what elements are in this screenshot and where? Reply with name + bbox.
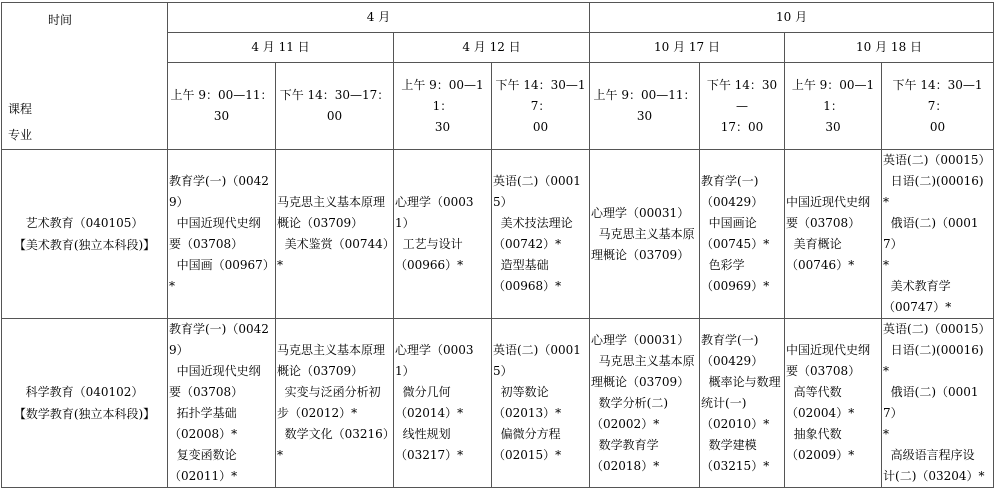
course-cell: 马克思主义基本原理 概论（03709） 实变与泛函分析初 步（02012）* 数学文化（03216）* — [276, 319, 394, 488]
header-corner-cell — [2, 3, 168, 150]
session-header: 上午 9：00—11：30 — [590, 63, 700, 150]
course-cell: 教育学(一)（00429） 中国近现代史纲 要（03708） 中国画（00967）* — [168, 150, 276, 319]
course-cell: 英语(二)（00015） 日语(二)(00016) * 俄语(二)（00017） * 高级语言程序设 计(二)（03204）* — [882, 319, 994, 488]
session-header: 上午 9：00—11：30 — [168, 63, 276, 150]
session-header: 下午 14：30—17： 00 — [882, 63, 994, 150]
table-row-science-education — [2, 319, 994, 488]
corner-course-label: 课程 — [8, 102, 33, 116]
corner-major-label: 专业 — [8, 128, 33, 142]
exam-schedule-table — [1, 2, 994, 488]
table-row-art-education — [2, 150, 994, 319]
course-cell: 英语(二)（00015） 美术技法理论 （00742）* 造型基础 （00968）* — [492, 150, 590, 319]
session-header: 上午 9：00—11： 30 — [785, 63, 882, 150]
date-header-oct-17: 10 月 17 日 — [590, 33, 785, 63]
course-cell: 心理学（00031） 马克思主义基本原 理概论（03709） 数学分析(二) （02002）* 数学教育学 （02018）* — [590, 319, 700, 488]
course-cell: 英语(二)（00015） 日语(二)(00016) * 俄语(二)（00017） * 美术教育学 （00747）* — [882, 150, 994, 319]
course-cell: 教育学(一) （00429） 中国画论 （00745）* 色彩学 （00969）* — [700, 150, 785, 319]
course-cell: 心理学（00031） 工艺与设计 （00966）* — [394, 150, 492, 319]
course-cell: 马克思主义基本原理 概论（03709） 美术鉴赏（00744）* — [276, 150, 394, 319]
course-cell: 中国近现代史纲 要（03708） 高等代数 （02004）* 抽象代数 （02009）* — [785, 319, 882, 488]
date-header-oct-18: 10 月 18 日 — [785, 33, 994, 63]
session-header: 下午 14：30—17：00 — [276, 63, 394, 150]
session-header: 下午 14：30— 17：00 — [700, 63, 785, 150]
course-cell: 教育学(一)（00429） 中国近现代史纲 要（03708） 拓扑学基础 （02008）* 复变函数论 （02011）* — [168, 319, 276, 488]
course-cell: 心理学（00031） 微分几何 （02014）* 线性规划 （03217）* — [394, 319, 492, 488]
month-header-october: 10 月 — [590, 3, 994, 33]
course-cell: 心理学（00031） 马克思主义基本原 理概论（03709） — [590, 150, 700, 319]
session-header: 下午 14：30—17： 00 — [492, 63, 590, 150]
course-cell: 教育学(一) （00429） 概率论与数理 统计(一) （02010）* 数学建模 （03215）* — [700, 319, 785, 488]
date-header-apr-12: 4 月 12 日 — [394, 33, 590, 63]
major-name-science-education: 科学教育（040102） 【数学教育(独立本科段)】 — [2, 319, 168, 488]
course-cell: 中国近现代史纲 要（03708） 美育概论 （00746）* — [785, 150, 882, 319]
course-cell: 英语(二)（00015） 初等数论 （02013）* 偏微分方程 （02015）* — [492, 319, 590, 488]
month-header-april: 4 月 — [168, 3, 590, 33]
corner-time-label: 时间 — [48, 13, 73, 27]
date-header-apr-11: 4 月 11 日 — [168, 33, 394, 63]
major-name-art-education: 艺术教育（040105） 【美术教育(独立本科段)】 — [2, 150, 168, 319]
session-header: 上午 9：00—11： 30 — [394, 63, 492, 150]
